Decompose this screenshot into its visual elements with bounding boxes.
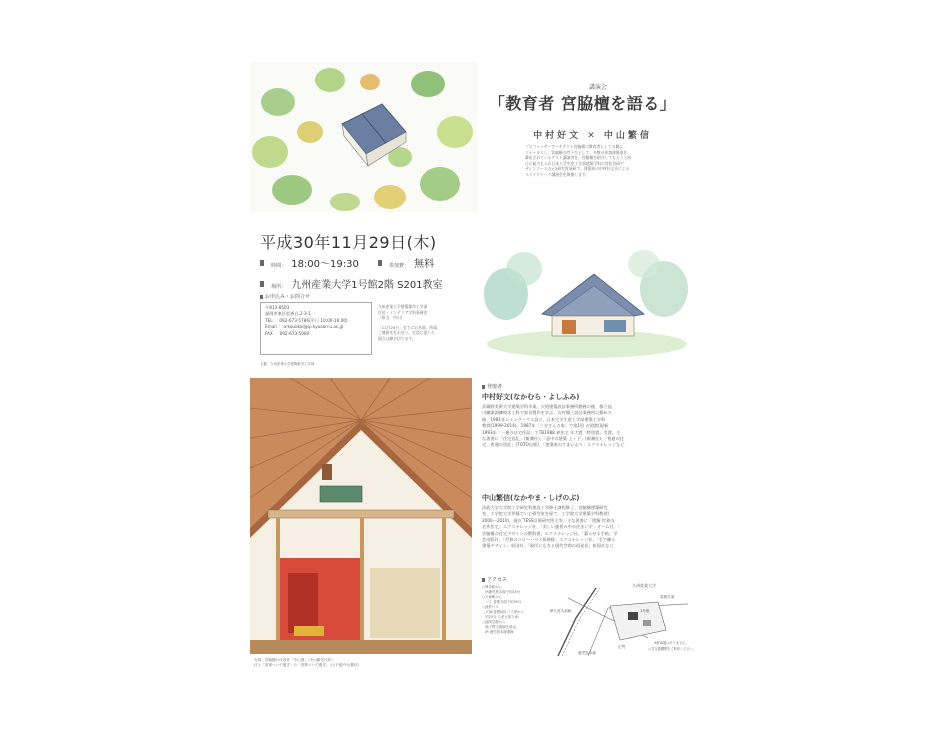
event-time: 18:00〜19:30 bbox=[291, 259, 359, 270]
profiles-heading-text: 登壇者 bbox=[487, 384, 503, 390]
access-line: ○福岡空港から bbox=[482, 620, 506, 624]
map-label: 九州産業大学 bbox=[632, 583, 656, 588]
fee-label: 参加費： bbox=[389, 263, 410, 269]
event-date: 平成30年11月29日(木) bbox=[260, 233, 437, 252]
bullet-icon bbox=[482, 578, 485, 582]
contact-line: ご連絡先をお送り、定員に達した bbox=[378, 330, 435, 336]
intro-line: 日に総力も入れ日本大学生産工学部建築学科の宮松宮研デ bbox=[525, 160, 624, 166]
bullet-icon bbox=[260, 281, 264, 287]
access-line: バス 香椎方面で約50分 bbox=[482, 600, 522, 604]
map-label: 香椎方面 bbox=[660, 595, 675, 599]
event-time-fee bbox=[260, 252, 434, 271]
profile-1-text bbox=[482, 404, 688, 449]
access-line: （天神/香椎地区バス停から bbox=[482, 610, 524, 614]
access-line: 約25分 九産大前下車） bbox=[482, 615, 522, 619]
event-venue bbox=[260, 273, 443, 292]
profile-line: 1993年「一連の住宅作品」でTB1988 界住宅 年大賞「特別賞」受賞。主 bbox=[482, 429, 621, 435]
profile-line: 川職業訓練校木工科で家具製作を学ぶ。吉村順三設計事務所に勤めた bbox=[482, 410, 612, 416]
profile-2-text bbox=[482, 505, 688, 550]
intro-line: 輩出されているゲスト講演者を、宮脇檀を紹介してもらうと同 bbox=[525, 155, 632, 161]
speaker-names: 中村好文 ✕ 中山繁信 bbox=[533, 131, 652, 141]
venue-label: 場所： bbox=[271, 284, 287, 290]
intro-line: ザインコースの元2研究所展研で、建築家の中村好文氏による bbox=[525, 166, 630, 172]
contact-line: TEL ： 092-673-5786(平日 10:00-16:00) bbox=[265, 317, 348, 323]
lecture-intro bbox=[525, 144, 665, 178]
organizer-footnote: 主催：九州産業大学建築都市工学部 bbox=[260, 362, 315, 366]
interior-illustration bbox=[250, 378, 472, 654]
profile-line: 宮脇檀の住宅デザインの教科書」エクスナレッジ社、「暮らせる手帖」学 bbox=[482, 530, 618, 536]
access-line: 地下鉄空港線を経由、 bbox=[482, 625, 520, 629]
photo-caption bbox=[254, 658, 468, 668]
map-note: 公共交通機関をご利用ください。 bbox=[648, 647, 696, 651]
intro-line: プロフェッサーアーキテクト宮脇檀の教育者としての側に bbox=[525, 144, 624, 149]
map-label: 1号館 bbox=[640, 609, 650, 613]
contact-line: 「11月29日」までにお名前、所属、 bbox=[378, 324, 441, 330]
bullet-icon bbox=[260, 295, 263, 299]
access-heading-text: アクセス bbox=[487, 577, 507, 583]
contact-line: 場合は締め切ります。 bbox=[378, 335, 416, 341]
intro-line: スライドトーク講演会を開催します。 bbox=[525, 171, 590, 177]
profile-2-name: 中山繁信(なかやま・しげのぶ) bbox=[482, 494, 580, 502]
bullet-icon bbox=[260, 260, 264, 266]
access-line: ○西鉄バス bbox=[482, 605, 499, 609]
lecture-title: 「教育者 宮脇檀を語る」 bbox=[488, 94, 677, 113]
caption-line: 仕上「食事ついで過ぎ」の「食事ついで過ぎ」（山下邸/中山繁信） bbox=[254, 663, 362, 667]
profile-1-name: 中村好文(なかむら・よしふみ) bbox=[482, 393, 580, 401]
profile-line: 後、1981年レミングハウス設立。日本大学生産工学部建築工学科 bbox=[482, 416, 606, 422]
intro-line: フォーカスし、宮脇檀の門下生として、多数の卓越建築家を bbox=[525, 149, 628, 155]
time-label: 時間： bbox=[271, 263, 287, 269]
profile-line: な著書に「住宅巡礼」(新潮社)、「意中の建築 上・下」(新潮社)、「普通の住 bbox=[482, 436, 624, 442]
contact-heading-text: お申込み・お問合せ bbox=[265, 294, 311, 300]
contact-line: FAX ： 092-673-5084 bbox=[265, 330, 310, 336]
access-line: JR 鹿児島本線乗換 bbox=[482, 630, 514, 634]
building-1-marker bbox=[628, 612, 638, 620]
access-line: JR鹿児島本線で約15分 bbox=[482, 590, 521, 594]
access-heading bbox=[482, 576, 507, 583]
map-label: JR九産大前駅 bbox=[550, 609, 572, 613]
contact-line: 九州産業大学建築都市工学部 bbox=[378, 304, 428, 309]
venue-text: 九州産業大学1号館2階 S201教室 bbox=[291, 280, 443, 291]
profiles-heading bbox=[482, 383, 502, 390]
lecture-label: 講演会 bbox=[588, 84, 607, 91]
access-line: ○博多駅から bbox=[482, 585, 502, 589]
profile-line: 建築デザイン」彰国社、「現代にもきる現代空間の再発見」彰国社など bbox=[482, 543, 614, 549]
access-line: ○天神駅から bbox=[482, 595, 502, 599]
access-directions bbox=[482, 585, 544, 635]
profile-line: 法政大学大学院工学研究科建設工学修士課程修了。宮脇檀建築研究 bbox=[482, 505, 608, 510]
contact-line: Email ： a-kouokai@ip.kyusan-u.ac.jp bbox=[265, 324, 344, 330]
flyer-page bbox=[250, 62, 694, 680]
profile-line: 宅、普通の別荘」(TOTO出版)、「建築家のすまいぶり」エクスナレッジなど bbox=[482, 442, 625, 448]
map-note: ※駐車場はありません。 bbox=[654, 641, 689, 645]
profile-line: 名作住宅」エクスナレッジ社、「美しい風景の中の住まい学」オーム社、「 bbox=[482, 524, 620, 530]
caption-line: 写真：宮脇檀の代表作「中山邸」（中山繁信氏作） bbox=[254, 658, 335, 662]
access-map bbox=[548, 578, 696, 658]
contact-line: （担当：中川） bbox=[378, 315, 405, 321]
profile-line: 室、工学院大学伊藤ていじ研究室を経て、工学院大学建築学科教授( bbox=[482, 511, 610, 517]
profile-line: 芸出版社、「世界のスローハウス探検隊」エクスナレッジ社、「手で練る bbox=[482, 537, 616, 543]
house-exterior-illustration bbox=[484, 244, 690, 362]
contact-line: 住居・インテリア学科事務室 bbox=[378, 309, 428, 315]
contact-box bbox=[260, 302, 372, 355]
profile-line: 2000〜2010)。現在 TESS計画研究所主宰。主な著書に「図解 世界の bbox=[482, 517, 615, 523]
bullet-icon bbox=[378, 260, 382, 266]
contact-line: 福岡市東区松香台 2-3-1 bbox=[265, 311, 311, 317]
contact-heading bbox=[260, 293, 310, 300]
event-fee: 無料 bbox=[414, 259, 435, 270]
profile-line: 教授(1999-2014)。1987年「三谷さんの家」で第1回 吉岡賞(現新 bbox=[482, 423, 609, 429]
contact-info-right bbox=[378, 304, 470, 342]
bullet-icon bbox=[482, 385, 485, 389]
map-label: 正門 bbox=[618, 645, 626, 649]
aerial-house-illustration bbox=[250, 62, 478, 212]
profile-line: 武蔵野美術大学建築学科卒業。宍道建築設計事務所勤務の後、都立品 bbox=[482, 404, 612, 409]
map-label: 鹿児島本線 bbox=[578, 651, 596, 655]
contact-line: 〒813-8503 bbox=[265, 305, 290, 310]
